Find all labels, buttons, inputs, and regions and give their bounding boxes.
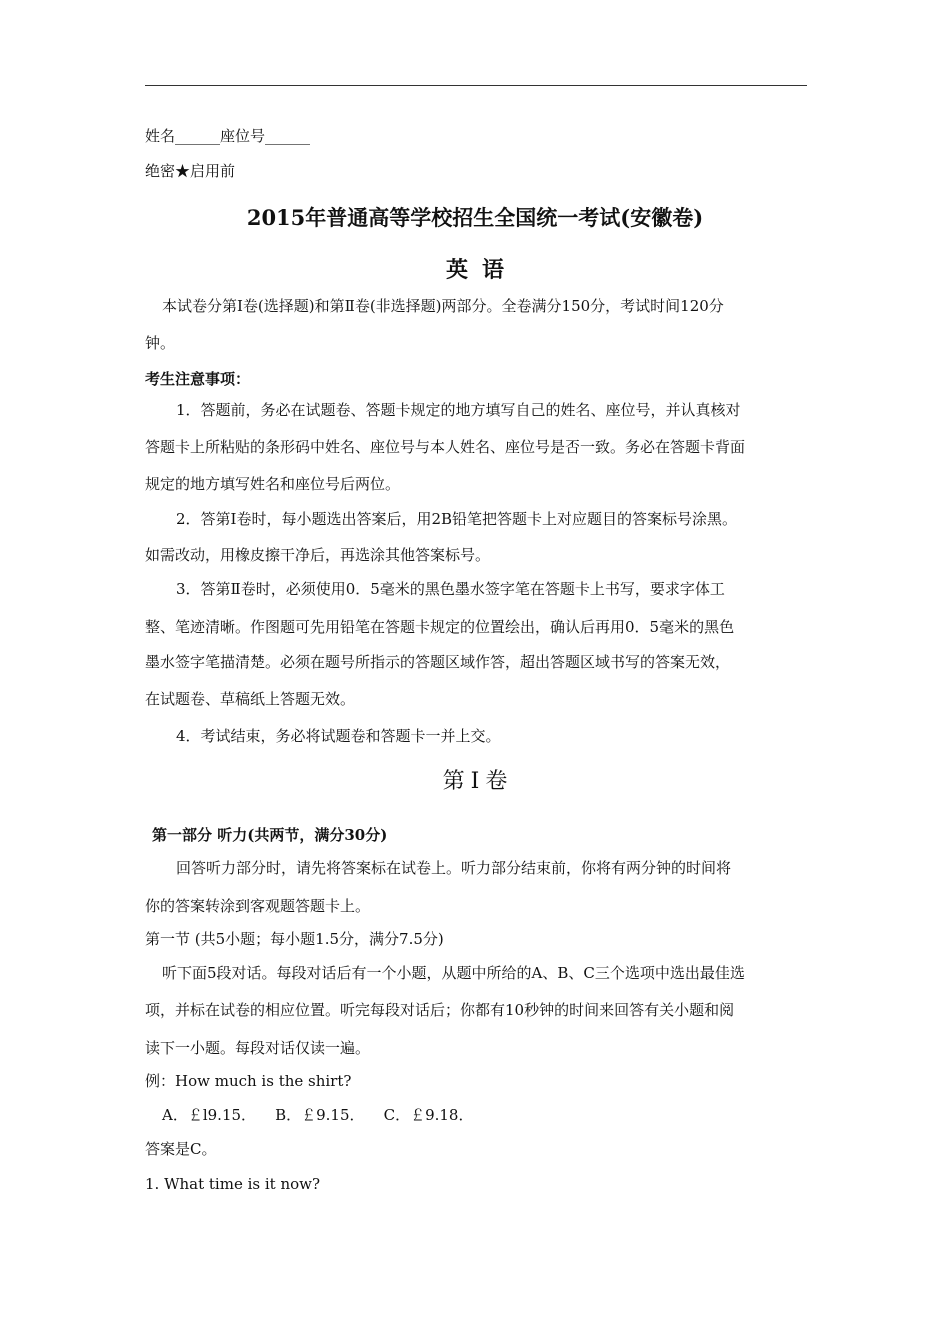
section-1-desc-line-3: 读下一小题。每段对话仅读一遍。	[145, 1039, 371, 1057]
note-3-line-3: 墨水签字笔描清楚。必须在题号所指示的答题区域作答，超出答题区域书写的答案无效，	[145, 653, 731, 671]
name-seat-line: 姓名______座位号______	[145, 127, 311, 145]
part-1-desc-line-2: 你的答案转涂到客观题答题卡上。	[145, 897, 371, 915]
question-1: 1. What time is it now?	[145, 1175, 321, 1193]
subject-title: 英语	[445, 257, 518, 283]
example-answer: 答案是C。	[145, 1140, 217, 1158]
exam-title: 2015年普通高等学校招生全国统一考试(安徽卷)	[246, 205, 704, 230]
note-1-line-1: 1．答题前，务必在试题卷、答题卡规定的地方填写自己的姓名、座位号，并认真核对	[176, 401, 741, 419]
note-2-line-1: 2．答第Ⅰ卷时，每小题选出答案后，用2B铅笔把答题卡上对应题目的答案标号涂黑。	[176, 510, 738, 528]
intro-line-1: 本试卷分第Ⅰ卷(选择题)和第Ⅱ卷(非选择题)两部分。全卷满分150分，考试时间120分	[162, 297, 724, 315]
part-1-heading: 第一部分 听力(共两节，满分30分)	[152, 826, 388, 844]
volume-1-title: 第Ⅰ卷	[442, 769, 514, 794]
intro-line-2: 钟。	[145, 334, 176, 352]
section-1-desc-line-2: 项，并标在试卷的相应位置。听完每段对话后；你都有10秒钟的时间来回答有关小题和阅	[145, 1001, 735, 1019]
example-question: 例：How much is the shirt?	[145, 1072, 352, 1090]
note-3-line-4: 在试题卷、草稿纸上答题无效。	[145, 690, 356, 708]
secret-label: 绝密★启用前	[145, 162, 236, 180]
top-rule	[145, 85, 807, 86]
note-3-line-1: 3．答第Ⅱ卷时，必须使用0．5毫米的黑色墨水签字笔在答题卡上书写，要求字体工	[176, 580, 725, 598]
note-1-line-3: 规定的地方填写姓名和座位号后两位。	[145, 475, 401, 493]
note-4-line-1: 4．考试结束，务必将试题卷和答题卡一并上交。	[176, 727, 501, 745]
note-2-line-2: 如需改动，用橡皮擦干净后，再选涂其他答案标号。	[145, 546, 491, 564]
section-1-heading: 第一节 (共5小题；每小题1.5分，满分7.5分)	[145, 930, 444, 948]
note-1-line-2: 答题卡上所粘贴的条形码中姓名、座位号与本人姓名、座位号是否一致。务必在答题卡背面	[145, 438, 746, 456]
section-1-desc-line-1: 听下面5段对话。每段对话后有一个小题，从题中所给的A、B、C三个选项中选出最佳选	[162, 964, 745, 982]
example-options: A．￡l9.15． B．￡9.15． C．￡9.18．	[162, 1106, 474, 1124]
notes-heading: 考生注意事项：	[145, 370, 251, 388]
part-1-desc-line-1: 回答听力部分时，请先将答案标在试卷上。听力部分结束前，你将有两分钟的时间将	[176, 859, 732, 877]
note-3-line-2: 整、笔迹清晰。作图题可先用铅笔在答题卡规定的位置绘出，确认后再用0．5毫米的黑色	[145, 618, 735, 636]
